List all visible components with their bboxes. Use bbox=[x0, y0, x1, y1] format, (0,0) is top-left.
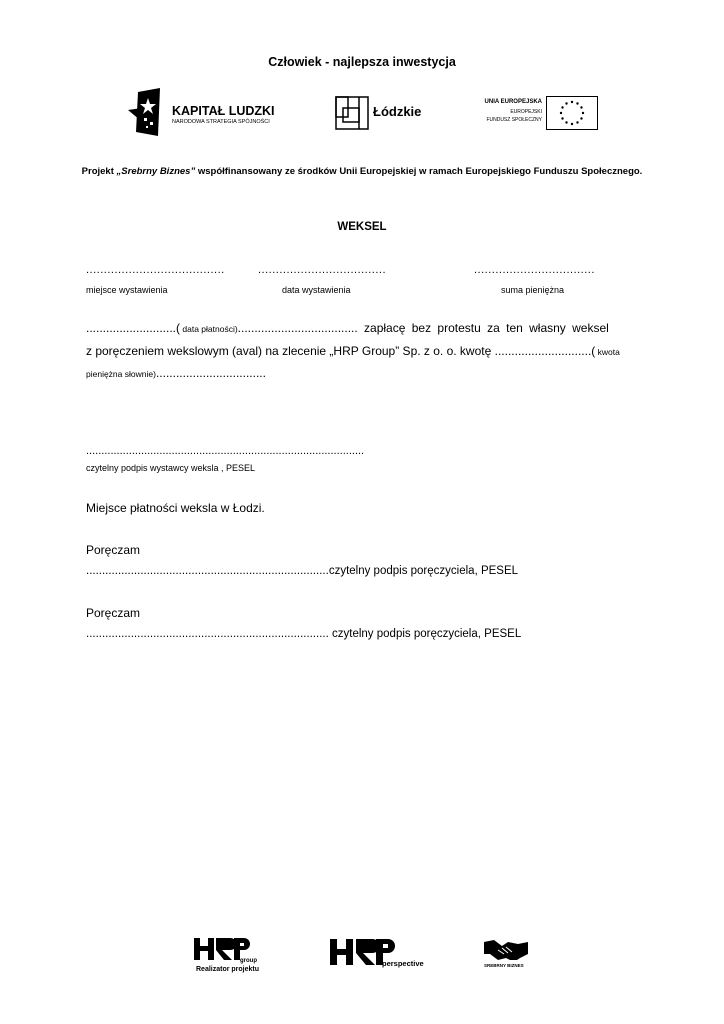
srebrny-biznes-caption: SREBRNY BIZNES bbox=[484, 963, 524, 968]
hrp-group-caption: Realizator projektu bbox=[196, 966, 260, 973]
hrp-group-logo bbox=[194, 936, 264, 976]
amount-label: suma pieniężna bbox=[501, 285, 565, 295]
lodzkie-label: Łódzkie bbox=[373, 104, 422, 119]
promise-text: zapłacę bez protestu za ten własny weksel bbox=[357, 321, 609, 335]
due-date-field[interactable]: ...........................( bbox=[86, 321, 181, 335]
eu-line3: FUNDUSZ SPOŁECZNY bbox=[486, 117, 542, 123]
kapital-ludzki-logo bbox=[128, 88, 288, 138]
paragraph-line-1 bbox=[86, 321, 638, 335]
eu-line2: EUROPEJSKI bbox=[510, 109, 542, 115]
amount-words-field[interactable]: ................................. bbox=[155, 366, 266, 380]
funding-statement bbox=[0, 166, 724, 177]
issuer-signature-field[interactable]: ........................................................................................... bbox=[86, 445, 365, 457]
eu-logo bbox=[476, 96, 600, 130]
srebrny-biznes-logo bbox=[484, 938, 530, 972]
hrp-perspective-logo bbox=[330, 937, 430, 971]
funding-prefix: Projekt bbox=[81, 166, 117, 177]
amount-words-label-b: pieniężna słownie) bbox=[86, 369, 156, 379]
funding-rest: współfinansowany ze środków Unii Europejskiej w ramach Europejskiego Funduszu Społecznego. bbox=[195, 166, 643, 177]
date-label: data wystawienia bbox=[282, 285, 351, 295]
eu-line1: UNIA EUROPEJSKA bbox=[484, 99, 542, 105]
issuer-signature-label: czytelny podpis wystawcy weksla , PESEL bbox=[86, 463, 256, 473]
guarantee-1-title: Poręczam bbox=[86, 543, 141, 557]
handshake-icon bbox=[484, 938, 528, 960]
lodzkie-logo bbox=[335, 96, 435, 130]
due-date-field-2[interactable]: .................................... bbox=[237, 321, 358, 335]
amount-words-label-a: kwota bbox=[595, 347, 620, 357]
hrp-group-sub: group bbox=[240, 958, 257, 964]
place-field[interactable]: ....................................... bbox=[86, 264, 225, 276]
kapital-ludzki-subtitle: NARODOWA STRATEGIA SPÓJNOŚCI bbox=[172, 119, 270, 125]
guarantee-1-signature-line[interactable]: ............................................................................czytelny podpis poręczyciela, PESEL bbox=[86, 565, 519, 577]
kapital-ludzki-title: KAPITAŁ LUDZKI bbox=[172, 104, 275, 118]
hrp-perspective-sub: perspective bbox=[382, 959, 424, 968]
guarantee-2-title: Poręczam bbox=[86, 606, 141, 620]
eu-flag-icon bbox=[546, 96, 598, 130]
paragraph-line-2 bbox=[86, 344, 638, 358]
paragraph-line-3 bbox=[86, 366, 638, 380]
kapital-ludzki-emblem-icon bbox=[128, 88, 162, 138]
due-date-label: data płatności) bbox=[180, 324, 238, 334]
guarantee-2-signature-line[interactable]: ............................................................................ czytelny podpis poręczyciela, PESEL bbox=[86, 628, 522, 640]
aval-text: z poręczeniem wekslowym (aval) na zlecenie „HRP Group” Sp. z o. o. kwotę .............................( bbox=[86, 344, 596, 358]
tagline: Człowiek - najlepsza inwestycja bbox=[268, 55, 456, 69]
document-title: WEKSEL bbox=[337, 221, 387, 233]
place-label: miejsce wystawienia bbox=[86, 285, 168, 295]
lodzkie-emblem-icon bbox=[335, 96, 369, 130]
amount-field[interactable]: .................................. bbox=[474, 264, 595, 276]
date-field[interactable]: .................................... bbox=[258, 264, 387, 276]
funding-project-name: „Srebrny Biznes” bbox=[116, 166, 196, 177]
payment-place: Miejsce płatności weksla w Łodzi. bbox=[86, 501, 265, 515]
